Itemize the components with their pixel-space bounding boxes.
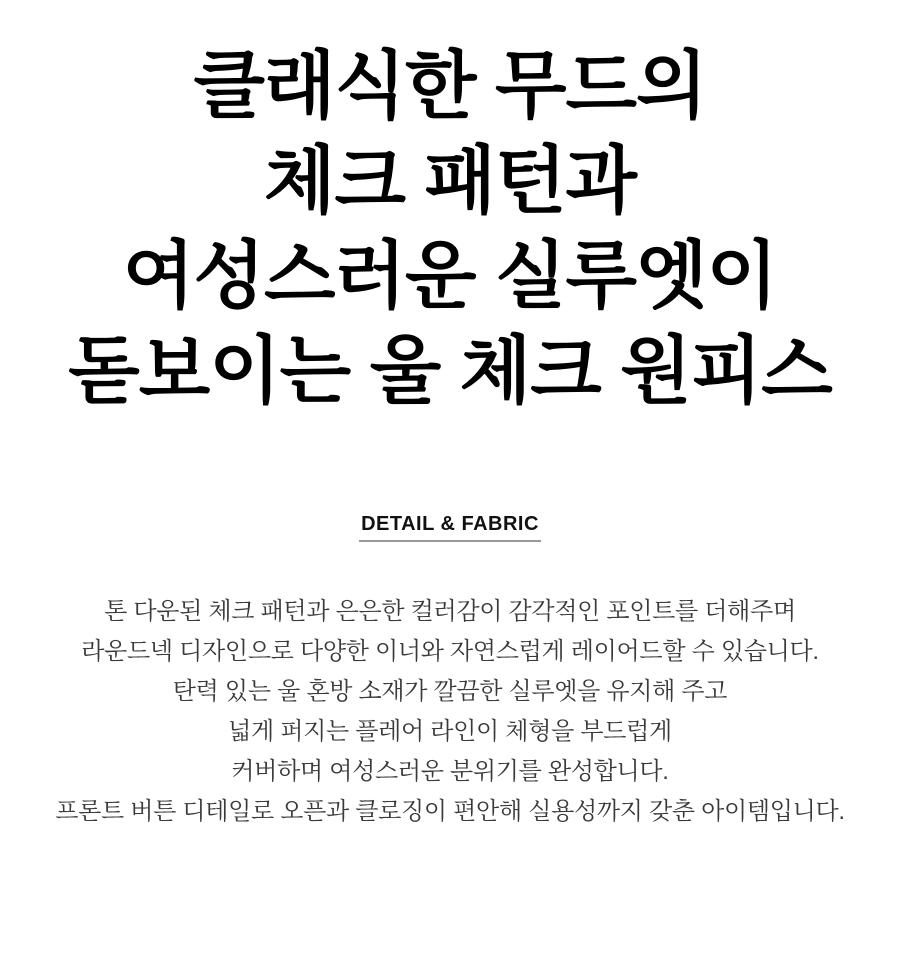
description-line-2: 라운드넥 디자인으로 다양한 이너와 자연스럽게 레이어드할 수 있습니다. <box>81 638 819 665</box>
headline-line-4: 돋보이는 울 체크 원피스 <box>68 329 832 412</box>
description-line-3: 탄력 있는 울 혼방 소재가 깔끔한 실루엣을 유지해 주고 <box>172 678 728 705</box>
description-line-4: 넓게 퍼지는 플레어 라인이 체형을 부드럽게 <box>228 718 672 745</box>
headline-line-2: 체크 패턴과 <box>264 139 636 222</box>
headline-line-1: 클래식한 무드의 <box>193 44 707 127</box>
product-headline <box>0 38 900 418</box>
description-line-6: 프론트 버튼 디테일로 오픈과 클로징이 편안해 실용성까지 갖춘 아이템입니다. <box>55 798 845 825</box>
description-line-5: 커버하며 여성스러운 분위기를 완성합니다. <box>231 758 669 785</box>
section-label: DETAIL & FABRIC <box>359 513 541 542</box>
section-label-wrap <box>0 513 900 542</box>
headline-line-3: 여성스러운 실루엣이 <box>123 234 777 317</box>
description-line-1: 톤 다운된 체크 패턴과 은은한 컬러감이 감각적인 포인트를 더해주며 <box>104 598 796 625</box>
product-description <box>0 592 900 832</box>
